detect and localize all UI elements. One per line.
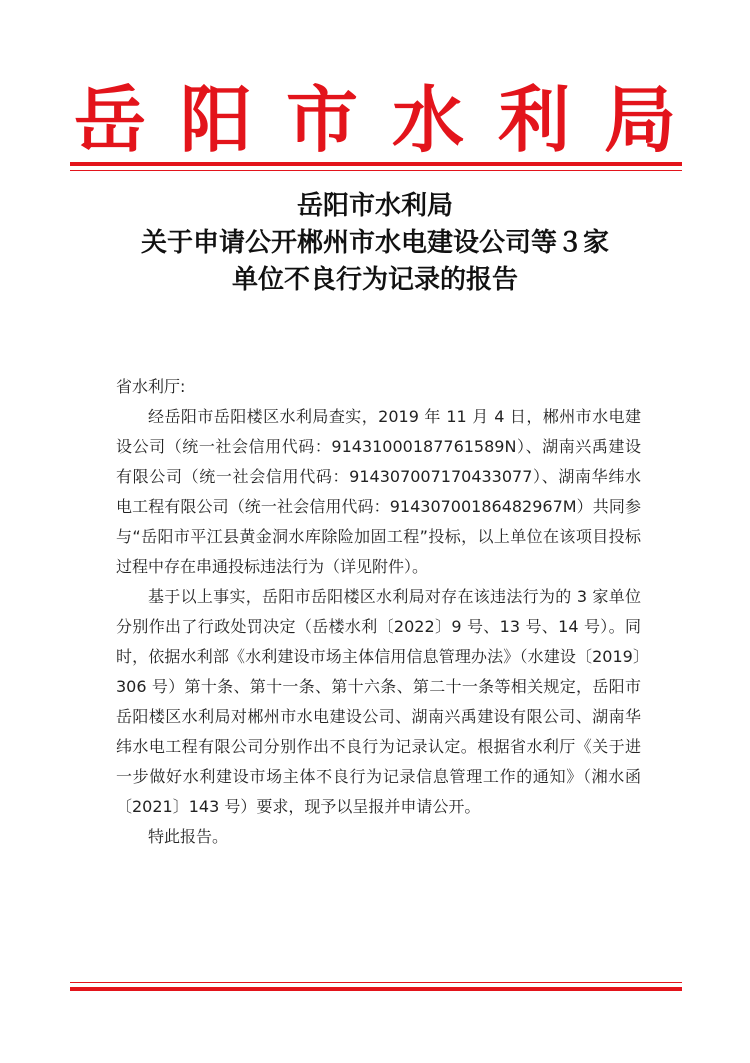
footer-red-rule-thick — [70, 987, 682, 991]
title-line-2: 关于申请公开郴州市水电建设公司等３家 — [140, 228, 609, 258]
title-line-1: 岳阳市水利局 — [296, 191, 453, 221]
salutation: 省水利厅: — [116, 377, 186, 396]
letterhead-red-rule-thick — [70, 162, 682, 166]
paragraph-facts: 经岳阳市岳阳楼区水利局查实，2019 年 11 月 4 日，郴州市水电建设公司（统一社会信用代码：91431000187761589N）、湖南兴禹建设有限公司（统一社会信用代码：914307007170433077）、湖南华纬水电工程有限公司（统一社会信用代码：91430700186482967M）共同参与“岳阳市平江县黄金洞水库除险加固工程”投标，以上单位在该项目投标过程中存在串通投标违法行为（详见附件）。 — [116, 407, 641, 576]
title-line-3: 单位不良行为记录的报告 — [231, 265, 518, 295]
letterhead-red-rule-thin — [70, 170, 682, 171]
document-title — [0, 188, 750, 299]
letterhead-org-name: 岳阳市水利局 — [73, 77, 710, 162]
paragraph-decision: 基于以上事实，岳阳市岳阳楼区水利局对存在该违法行为的 3 家单位分别作出了行政处罚决定（岳楼水利〔2022〕9 号、13 号、14 号）。同时，依据水利部《水利建设市场主体信用信息管理办法》（水建设〔2019〕306 号）第十条、第十一条、第十六条、第二十一条等相关规定，岳阳市岳阳楼区水利局对郴州市水电建设公司、湖南兴禹建设有限公司、湖南华纬水电工程有限公司分别作出不良行为记录认定。根据省水利厅《关于进一步做好水利建设市场主体不良行为记录信息管理工作的通知》（湘水函〔2021〕143 号）要求，现予以呈报并申请公开。 — [116, 587, 641, 816]
closing-line: 特此报告。 — [148, 827, 229, 846]
footer-red-rule-thin — [70, 982, 682, 983]
document-body — [116, 372, 641, 852]
